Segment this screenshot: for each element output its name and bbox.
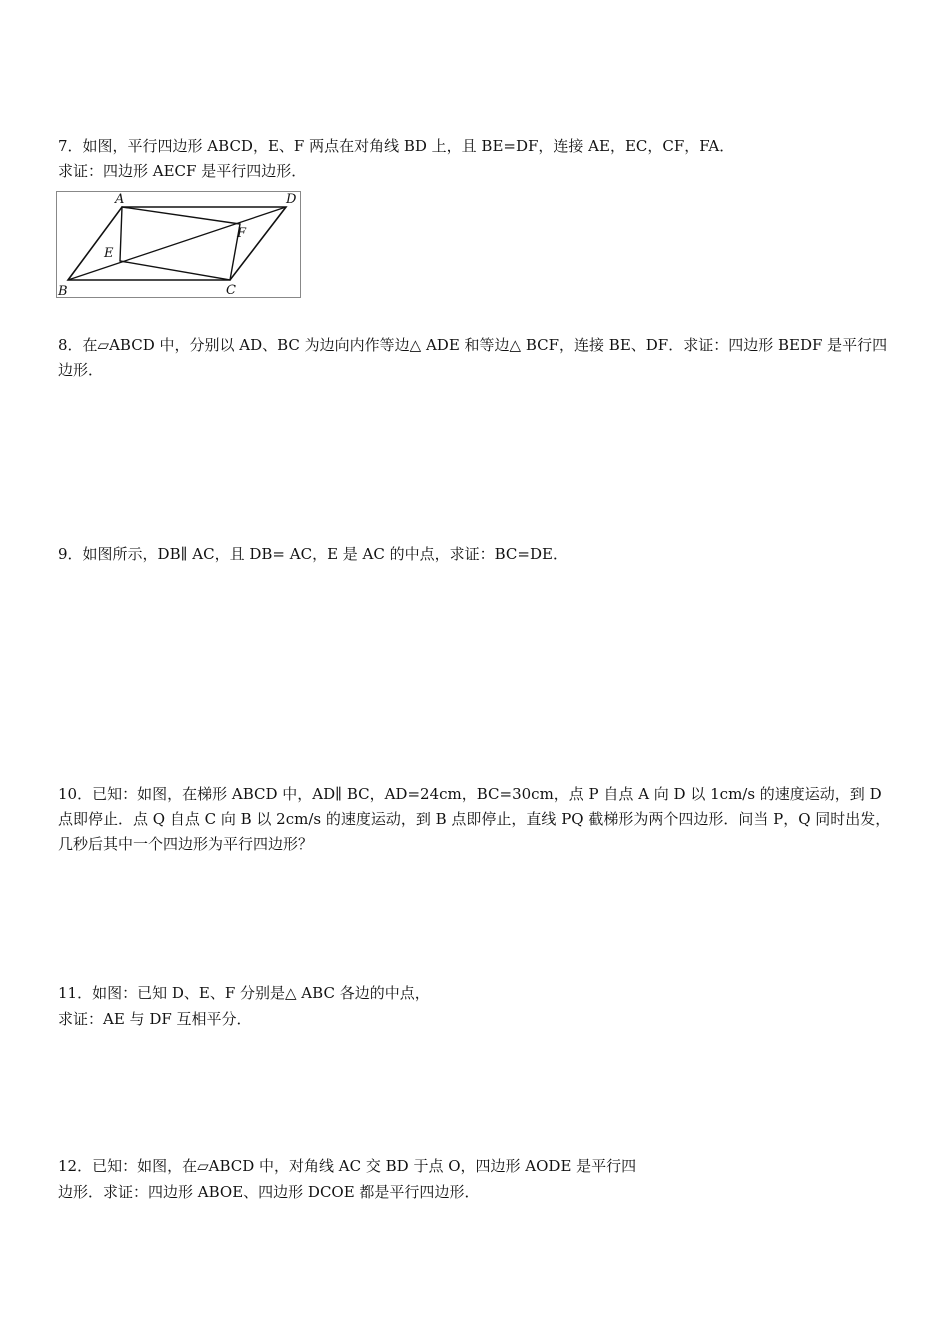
label-d: D xyxy=(286,192,297,207)
question-8: 8．在▱ABCD 中，分别以 AD、BC 为边向内作等边△ ADE 和等边△ BCF，连接 BE、DF．求证：四边形 BEDF 是平行四边形． xyxy=(58,336,888,379)
parallelogram-figure xyxy=(56,191,301,298)
label-e: E xyxy=(104,246,114,261)
label-b: B xyxy=(58,284,68,298)
label-c: C xyxy=(226,283,236,298)
question-12-line-2: 边形．求证：四边形 ABOE、四边形 DCOE 都是平行四边形． xyxy=(58,1183,480,1201)
question-11-line-1: 11．如图：已知 D、E、F 分别是△ ABC 各边的中点， xyxy=(58,984,430,1002)
quadrilateral-aecf xyxy=(120,207,240,280)
question-9: 9．如图所示，DB∥ AC，且 DB= AC，E 是 AC 的中点，求证：BC=DE． xyxy=(58,545,568,563)
question-12-line-1: 12．已知：如图，在▱ABCD 中，对角线 AC 交 BD 于点 O，四边形 AODE 是平行四 xyxy=(58,1157,637,1175)
question-7-line-2: 求证：四边形 AECF 是平行四边形． xyxy=(58,162,307,180)
question-7-line-1: 7．如图，平行四边形 ABCD，E、F 两点在对角线 BD 上，且 BE=DF，连接 AE，EC，CF，FA． xyxy=(58,137,735,155)
question-10: 10．已知：如图，在梯形 ABCD 中，AD∥ BC，AD=24cm，BC=30cm，点 P 自点 A 向 D 以 1cm/s 的速度运动，到 D 点即停止．点 Q 自点 C 向 B 以 2cm/s 的速度运动，到 B 点即停止，直线 PQ 截梯形为两个四边形．问当 P，Q 同时出发，几秒后其中一个四边形为平行四边形？ xyxy=(58,785,891,853)
label-f: F xyxy=(237,226,247,241)
label-a: A xyxy=(115,192,125,207)
question-11-line-2: 求证：AE 与 DF 互相平分． xyxy=(58,1010,252,1028)
diagonal-bd xyxy=(68,207,286,280)
